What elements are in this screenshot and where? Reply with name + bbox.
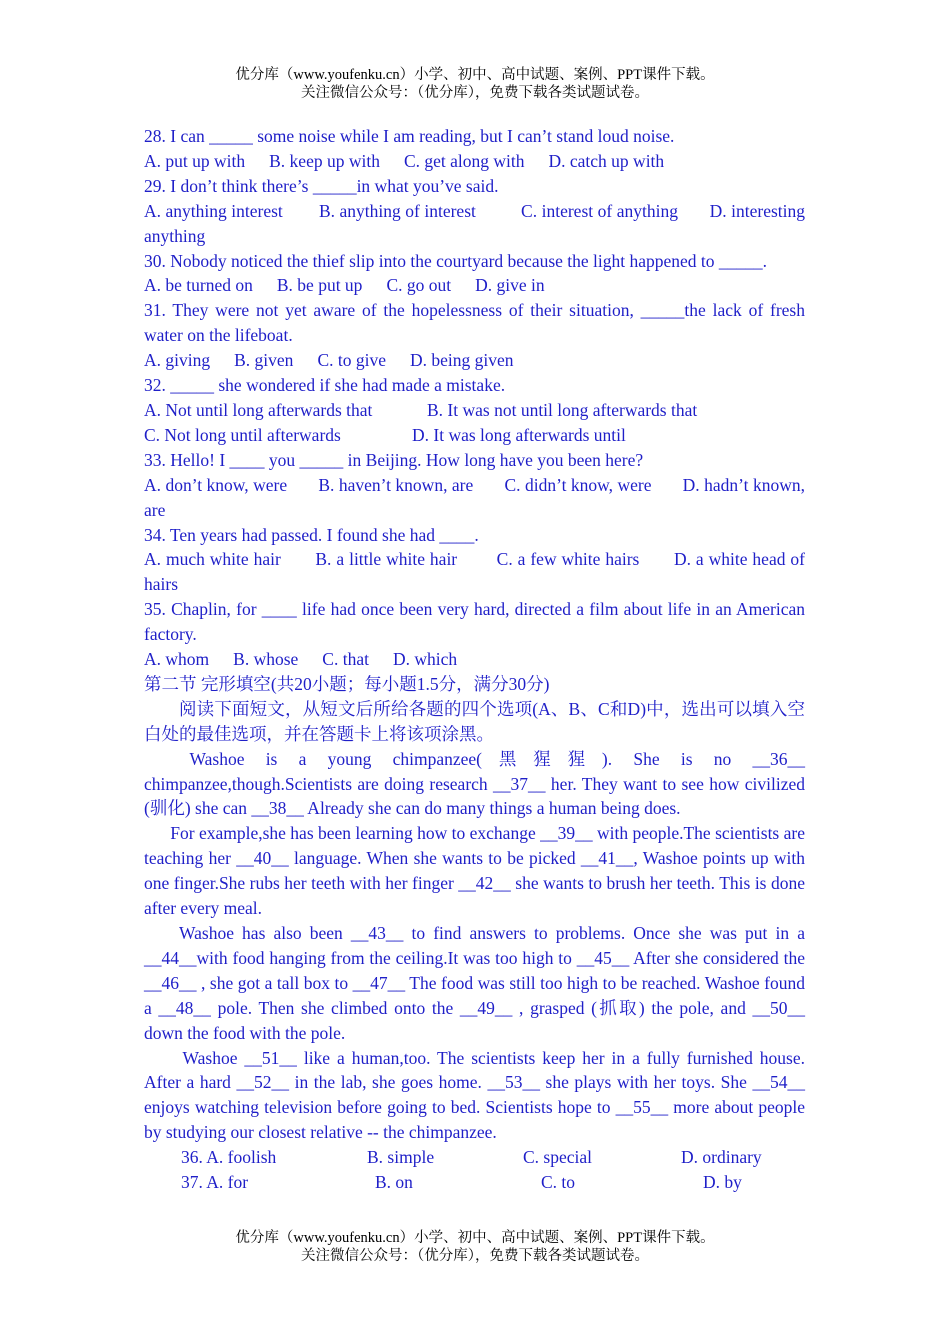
q32-option-a: A. Not until long afterwards that <box>144 399 373 420</box>
page-header <box>0 66 950 102</box>
q37-option-c: C. to <box>541 1172 576 1193</box>
q35-option-b: B. whose <box>233 649 299 670</box>
q37-options <box>144 1170 805 1195</box>
q37-option-d: D. by <box>703 1172 742 1193</box>
passage-paragraph-2: For example,she has been learning how to exchange __39__ with people.The scientists are teaching her __40__ language. When she wants to be picked __41__, Washoe points up with one finger.She rubs her teeth with her finger __42__ she wants to brush her teeth. This is done after every meal. <box>144 823 805 919</box>
q31-option-b: B. given <box>234 350 294 371</box>
q31-options <box>144 348 805 373</box>
q30-options <box>144 273 805 298</box>
q36-option-d: D. ordinary <box>681 1147 762 1168</box>
q32-option-b: B. It was not until long afterwards that <box>427 399 698 420</box>
q31-option-a: A. giving <box>144 350 211 371</box>
q37-option-b: B. on <box>375 1172 413 1193</box>
q30-option-b: B. be put up <box>276 275 363 296</box>
q35-option-c: C. that <box>322 649 369 670</box>
header-line-1: 优分库（www.youfenku.cn）小学、初中、高中试题、案例、PPT课件下载。 <box>235 67 715 83</box>
q28-option-a: A. put up with <box>144 150 246 171</box>
q28-option-d: D. catch up with <box>548 150 665 171</box>
q32-stem: 32. _____ she wondered if she had made a mistake. <box>144 375 506 396</box>
section2-instruction: 阅读下面短文，从短文后所给各题的四个选项(A、B、C和D)中，选出可以填入空白处的最佳选项，并在答题卡上将该项涂黑。 <box>144 698 805 744</box>
q35-option-d: D. which <box>392 649 458 670</box>
page-footer <box>0 1229 950 1265</box>
footer-line-1: 优分库（www.youfenku.cn）小学、初中、高中试题、案例、PPT课件下载。 <box>235 1230 715 1246</box>
q28-stem: 28. I can _____ some noise while I am reading, but I can’t stand loud noise. <box>144 126 675 146</box>
q32-options-row1 <box>144 398 805 423</box>
q30-stem: 30. Nobody noticed the thief slip into the courtyard because the light happened to _____. <box>144 250 768 271</box>
q31-option-d: D. being given <box>409 350 514 371</box>
q33-options: A. don’t know, were B. haven’t known, are C. didn’t know, were D. hadn’t known, are <box>144 474 810 520</box>
passage-paragraph-4: Washoe __51__ like a human,too. The scientists keep her in a fully furnished house. After a hard __52__ in the lab, she goes home. __53__ she plays with her toys. She __54__ enjoys watching television before going to bed. Scientists hope to __55__ more about people by studying our closest relative -- the chimpanzee. <box>144 1047 805 1143</box>
q29-stem: 29. I don’t think there’s _____in what you’ve said. <box>144 175 499 196</box>
q32-options-row2 <box>144 423 805 448</box>
q28-option-b: B. keep up with <box>269 150 380 171</box>
q31-option-c: C. to give <box>317 350 386 371</box>
q36-option-b: B. simple <box>367 1147 435 1168</box>
q37-option-a: 37. A. for <box>181 1172 249 1193</box>
passage-paragraph-3: Washoe has also been __43__ to find answers to problems. Once she was put in a __44__with food hanging from the ceiling.It was too high to __45__ After she considered the __46__ , she got a tall box to __47__ The food was still too high to be reached. Washoe found a __48__ pole. Then she climbed onto the __49__ , grasped (抓取) the pole, and __50__ down the food with the pole. <box>144 923 805 1043</box>
q29-options: A. anything interest B. anything of interest C. interest of anything D. interesting anything <box>144 200 810 246</box>
q35-stem: 35. Chaplin, for ____ life had once been very hard, directed a film about life in an American factory. <box>144 599 805 645</box>
q35-options <box>144 647 805 672</box>
q34-stem: 34. Ten years had passed. I found she had ____. <box>144 524 479 545</box>
q31-stem: 31. They were not yet aware of the hopelessness of their situation, _____the lack of fresh water on the lifeboat. <box>144 300 805 346</box>
passage-paragraph-1: Washoe is a young chimpanzee(黑猩猩). She is no __36__ chimpanzee,though.Scientists are doing research __37__ her. They want to see how civilized (驯化) she can __38__ Already she can do many things a human being does. <box>144 748 805 819</box>
q33-stem: 33. Hello! I ____ you _____ in Beijing. How long have you been here? <box>144 449 644 470</box>
q34-options: A. much white hair B. a little white hair C. a few white hairs D. a white head of hairs <box>144 549 810 595</box>
exam-content <box>144 124 810 1195</box>
q30-option-d: D. give in <box>475 275 545 296</box>
q36-options <box>144 1145 805 1170</box>
header-line-2: 关注微信公众号：（优分库），免费下载各类试题试卷。 <box>301 85 649 101</box>
q28-option-c: C. get along with <box>403 150 525 171</box>
q30-option-a: A. be turned on <box>144 275 253 296</box>
q35-option-a: A. whom <box>144 649 210 670</box>
q32-option-c: C. Not long until afterwards <box>144 424 341 445</box>
q30-option-c: C. go out <box>386 275 452 296</box>
q32-option-d: D. It was long afterwards until <box>412 424 626 445</box>
q36-option-a: 36. A. foolish <box>181 1147 277 1168</box>
footer-line-2: 关注微信公众号：（优分库），免费下载各类试题试卷。 <box>301 1248 649 1264</box>
q28-options <box>144 149 805 174</box>
section2-title: 第二节 完形填空(共20小题；每小题1.5分，满分30分) <box>144 673 550 694</box>
q36-option-c: C. special <box>523 1147 593 1168</box>
